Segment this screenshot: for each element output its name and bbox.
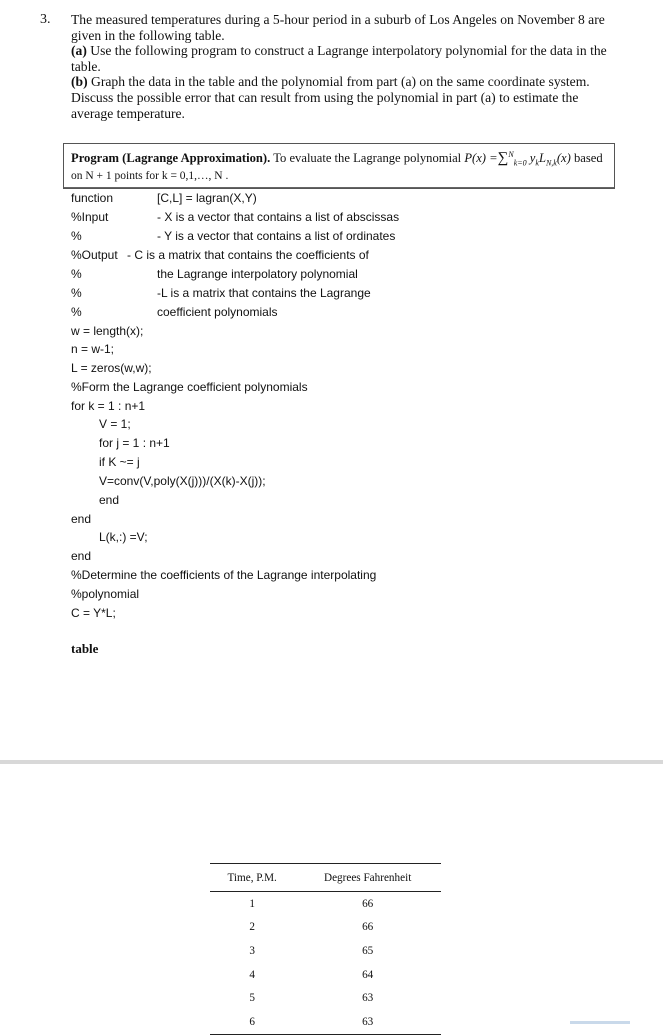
time-cell: 5 <box>249 992 255 1005</box>
formula-term-sub: k <box>535 158 539 168</box>
code-line-18: end <box>71 512 92 526</box>
sum-lower: k=0 <box>513 158 527 168</box>
code-line-4-text: - C is a matrix that contains the coefficients of <box>127 248 369 262</box>
code-line-5-text: the Lagrange interpolatory polynomial <box>157 267 358 281</box>
code-line-5-label: % <box>71 267 82 281</box>
sum-symbol: ∑ <box>497 150 509 167</box>
part-a <box>71 43 611 74</box>
code-line-12: for k = 1 : n+1 <box>71 399 146 413</box>
code-line-20: end <box>71 549 92 563</box>
table-row <box>210 1010 441 1034</box>
table-row <box>210 986 441 1010</box>
code-line-8: w = length(x); <box>71 324 144 338</box>
table-row <box>210 939 441 963</box>
code-line-7-label: % <box>71 305 82 319</box>
code-line-15: if K ~= j <box>99 455 140 469</box>
part-b-text: Graph the data in the table and the polynomial from part (a) on the same coordinate system. Discuss the possible error that can result from using the polynomial in part (a) to estimate the average temperature. <box>71 74 590 121</box>
temperature-table <box>210 863 441 1035</box>
code-line-4-label: %Output <box>71 248 118 262</box>
time-cell: 6 <box>249 1015 255 1028</box>
code-line-7-text: coefficient polynomials <box>157 305 278 319</box>
code-line-1-label: function <box>71 191 114 205</box>
degrees-cell: 63 <box>362 1015 374 1028</box>
code-line-10: L = zeros(w,w); <box>71 361 152 375</box>
problem-number: 3. <box>40 12 51 27</box>
sum-upper: N <box>508 150 514 159</box>
problem-intro: The measured temperatures during a 5-hour period in a suburb of Los Angeles on November 8 are given in the following table. <box>71 12 605 43</box>
code-line-9: n = w-1; <box>71 342 115 356</box>
program-title: Program (Lagrange Approximation). <box>71 151 271 166</box>
time-cell: 4 <box>249 968 255 981</box>
code-line-3-label: % <box>71 229 82 243</box>
table-row <box>210 892 441 916</box>
formula-L-sub: N,k <box>545 158 557 168</box>
program-box <box>63 143 615 189</box>
part-a-label: (a) <box>71 43 87 59</box>
time-cell: 1 <box>249 897 255 910</box>
part-a-text: Use the following program to construct a Lagrange interpolatory polynomial for the data in the table. <box>71 43 607 74</box>
code-line-19: L(k,:) =V; <box>99 530 148 544</box>
degrees-cell: 64 <box>362 968 374 981</box>
degrees-cell: 65 <box>362 944 374 957</box>
code-line-21: %Determine the coefficients of the Lagrange interpolating <box>71 568 377 582</box>
section-divider <box>0 760 663 764</box>
formula-lhs: P(x) = <box>464 151 498 166</box>
code-line-6-label: % <box>71 286 82 300</box>
code-line-14: for j = 1 : n+1 <box>99 436 170 450</box>
part-b-label: (b) <box>71 74 88 90</box>
time-cell: 3 <box>249 944 255 957</box>
formula-L: L <box>538 151 546 166</box>
column-header-degrees: Degrees Fahrenheit <box>294 864 441 892</box>
code-line-17: end <box>99 493 120 507</box>
problem-statement <box>71 12 611 121</box>
code-line-22: %polynomial <box>71 587 140 601</box>
column-header-time: Time, P.M. <box>210 864 294 892</box>
code-line-6-text: -L is a matrix that contains the Lagrange <box>157 286 371 300</box>
code-line-1-text: [C,L] = lagran(X,Y) <box>157 191 257 205</box>
program-desc-after: based <box>574 151 603 166</box>
formula-arg: (x) <box>556 151 571 166</box>
code-line-16: V=conv(V,poly(X(j)))/(X(k)-X(j)); <box>99 474 266 488</box>
program-box-rule <box>64 187 614 188</box>
table-row <box>210 916 441 940</box>
degrees-cell: 66 <box>362 897 374 910</box>
code-line-23: C = Y*L; <box>71 606 116 620</box>
time-cell: 2 <box>249 921 255 934</box>
formula-term: y <box>529 151 536 166</box>
code-line-3-text: - Y is a vector that contains a list of ordinates <box>157 229 396 243</box>
part-b <box>71 74 611 121</box>
code-line-11: %Form the Lagrange coefficient polynomials <box>71 380 308 394</box>
code-line-13: V = 1; <box>99 417 131 431</box>
code-line-2-text: - X is a vector that contains a list of abscissas <box>157 210 400 224</box>
table-row <box>210 963 441 987</box>
code-line-2-label: %Input <box>71 210 109 224</box>
degrees-cell: 63 <box>362 992 374 1005</box>
table-label: table <box>71 641 99 656</box>
program-header-line <box>71 150 603 168</box>
degrees-cell: 66 <box>362 921 374 934</box>
program-box-line2: on N + 1 points for k = 0,1,…, N . <box>71 170 229 182</box>
table-header-row <box>210 864 441 892</box>
program-desc-before: To evaluate the Lagrange polynomial <box>273 151 462 166</box>
